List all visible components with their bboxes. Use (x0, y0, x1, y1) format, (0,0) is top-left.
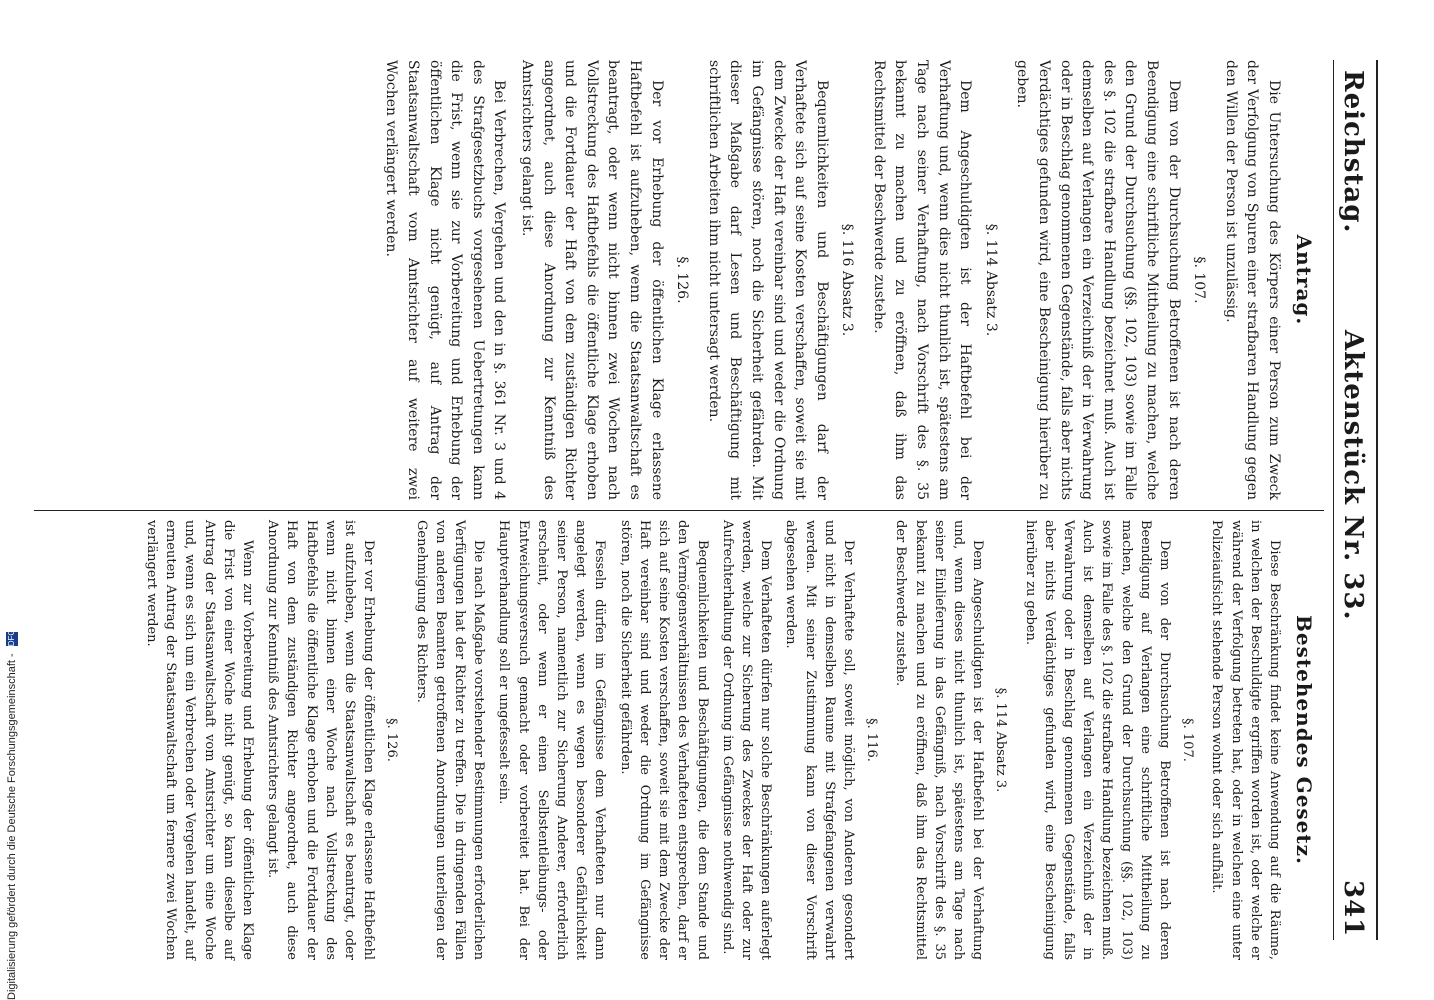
digitization-footer (6, 0, 26, 1000)
paragraph: Dem Verhafteten dürfen nur solche Beschränkungen auferlegt werden, welche zur Sicherung des Zweckes der Haft oder zur Aufrechterhaltung der Ordnung im Gefängnisse nothwendig sind. (719, 520, 774, 960)
column-divider (34, 510, 1324, 511)
paragraph-bold-emphasis: Bequemlichkeiten und Beschäftigungen darf der Verhaftete sich auf seine Kosten verschaffen, soweit sie mit dem Zwecke der Haft vereinbar sind und weder die Ordnung im Gefängnisse stören, noch die Sicherheit gefährden. Mit dieser Maßgabe darf Lesen und Beschäftigung mit schriftlichen Arbeiten ihm nicht untersagt werden. (705, 60, 830, 500)
paragraph: Bequemlichkeiten und Beschäftigungen, die dem Stande und den Vermögensverhältnissen des Verhafteten entsprechen, darf er sich auf seine Kosten verschaffen, soweit sie mit dem Zwecke der Haft vereinbar sind und weder die Ordnung im Gefängnisse stören, noch die Sicherheit gefährden. (617, 520, 710, 960)
gesetz-intro: Diese Beschränkung findet keine Anwendung auf die Räume, in welchen der Beschuldigte ergriffen worden ist, oder welche er während der Verfolgung betreten hat, oder in welchen eine unter Polizeiaufsicht stehende Person wohnt oder sich aufhält. (1209, 520, 1282, 960)
section-heading: §. 114 Absatz 3. (993, 687, 1009, 793)
section-heading: §. 126. (384, 718, 400, 762)
left-column-heading: Bestehendes Gesetz. (1292, 615, 1316, 865)
header-rule-bottom (1333, 60, 1334, 940)
section-heading: §. 107. (1180, 718, 1196, 762)
section-heading: §. 116. (864, 718, 880, 762)
antrag-column (374, 60, 1284, 500)
header-left: Reichstag. (1338, 70, 1368, 234)
paragraph: Der Verhaftete soll, soweit möglich, von Anderen gesondert und nicht in demselben Raume mit Strafgefangenen verwahrt werden. Mit seiner Zustimmung kann von dieser Vorschrift abgesehen werden. (783, 520, 856, 960)
header-rule-top (1376, 60, 1378, 940)
section-heading: §. 116 Absatz 3. (839, 223, 856, 337)
paragraph: Fesseln dürfen im Gefängnisse dem Verhafteten nur dann angelegt werden, wenn es wegen besonderer Gefährlichkeit seiner Person, namentlich zur Sicherung Anderer, erforderlich erscheint, oder wenn er einen Selbstentleibungs- oder Entweichungsversuch gemacht oder vorbereitet hat. Bei der Hauptverhandlung soll er ungefesselt sein. (496, 520, 608, 960)
header-center: Aktenstück Nr. 33. (1338, 330, 1368, 621)
paragraph: Die nach Maßgabe vorstehender Bestimmungen erforderlichen Verfügungen hat der Richter zu treffen. Die in dringenden Fällen von anderen Beamten getroffenen Anordnungen unterliegen der Genehmigung des Richters. (413, 520, 487, 960)
gesetz-column (136, 520, 1284, 960)
paragraph: Dem von der Durchsuchung Betroffenen ist nach deren Beendigung auf Verlangen eine schriftliche Mittheilung zu machen, welche den Grund der Durchsuchung (§§. 102, 103) sowie im Falle des §. 102 die strafbare Handlung bezeichnen muß. Auch ist demselben auf Verlangen ein Verzeichniß der in Verwahrung oder in Beschlag genommenen Gegenstände, falls aber nichts Verdächtiges gefunden wird, eine Bescheinigung hierüber zu geben. (1022, 520, 1172, 960)
right-column-heading: Antrag. (1292, 234, 1316, 326)
antrag-intro: Die Untersuchung des Körpers einer Person zum Zweck der Verfolgung von Spuren einer strafbaren Handlung gegen den Willen der Person ist unzulässig. (1222, 60, 1282, 500)
paragraph: Der vor Erhebung der öffentlichen Klage erlassene Haftbefehl ist aufzuheben, wenn die Staatsanwaltschaft es beantragt, oder wenn nicht binnen zwei Wochen nach Vollstreckung des Haftbefehls die öffentliche Klage erhoben und die Fortdauer der Haft von dem zuständigen Richter angeordnet, auch diese Anordnung zur Kenntniß des Amtsrichters gelangt ist. (519, 60, 665, 500)
paragraph: Dem von der Durchsuchung Betroffenen ist nach deren Beendigung eine schriftliche Mittheilung zu machen, welche den Grund der Durchsuchung (§§. 102, 103) sowie im Falle des §. 102 die strafbare Handlung bezeichnet muß. Auch ist demselben auf Verlangen ein Verzeichniß der in Verwahrung oder in Beschlag genommenen Gegenstände, falls aber nichts Verdächtiges gefunden wird, eine Bescheinigung hierüber zu geben. (1014, 60, 1182, 500)
section-heading: §. 114 Absatz 3. (982, 223, 999, 337)
footer-text: Digitalisierung gefördert durch die Deutsche Forschungsgemeinschaft - (6, 653, 18, 1000)
paragraph: Wenn zur Vorbereitung und Erhebung der öffentlichen Klage die Frist von einer Woche nicht genügt, so kann dieselbe auf Antrag der Staatsanwaltschaft vom Amtsrichter um eine Woche und, wenn es sich um ein Verbrechen oder Vergehen handelt, auf erneuten Antrag der Staatsanwaltschaft um fernere zwei Wochen verlängert werden. (144, 520, 256, 960)
paragraph: Bei Verbrechen, Vergehen und den in §. 361 Nr. 3 und 4 des Strafgesetzbuchs vorgesehenen Uebertretungen kann die Frist, wenn sie zur Vorbereitung und Erhebung der öffentlichen Klage nicht genügt, auf Antrag der Staatsanwaltschaft vom Amtsrichter auf weitere zwei Wochen verlängert werden. (383, 60, 508, 500)
page-number: 341 (1338, 880, 1368, 938)
paragraph: Dem Angeschuldigten ist der Haftbefehl bei der Verhaftung und, wenn dieses nicht thunlich ist, spätestens am Tage nach seiner Einlieferung in das Gefängniß, nach Vorschrift des §. 35 bekannt zu machen und zu eröffnen, daß ihm das Rechtsmittel der Beschwerde zustehe. (893, 520, 986, 960)
paragraph: Der vor Erhebung der öffentlichen Klage erlassene Haftbefehl ist aufzuheben, wenn die Staatsanwaltschaft es beantragt, oder wenn nicht binnen einer Woche nach Vollstreckung des Haftbefehls die öffentliche Klage erhoben und die Fortdauer der Haft von dem zuständigen Richter angeordnet, auch diese Anordnung zur Kenntniß des Amtsrichters gelangt ist. (265, 520, 377, 960)
paragraph: Dem Angeschuldigten ist der Haftbefehl bei der Verhaftung und, wenn dies nicht thunlich ist, spätestens am Tage nach seiner Verhaftung, nach Vorschrift des §. 35 bekannt zu machen und zu eröffnen, daß ihm das Rechtsmittel der Beschwerde zustehe. (870, 60, 974, 500)
section-heading: §. 126. (674, 256, 691, 304)
section-heading: §. 107. (1191, 256, 1208, 304)
dfg-logo-icon: DFG (7, 629, 17, 647)
